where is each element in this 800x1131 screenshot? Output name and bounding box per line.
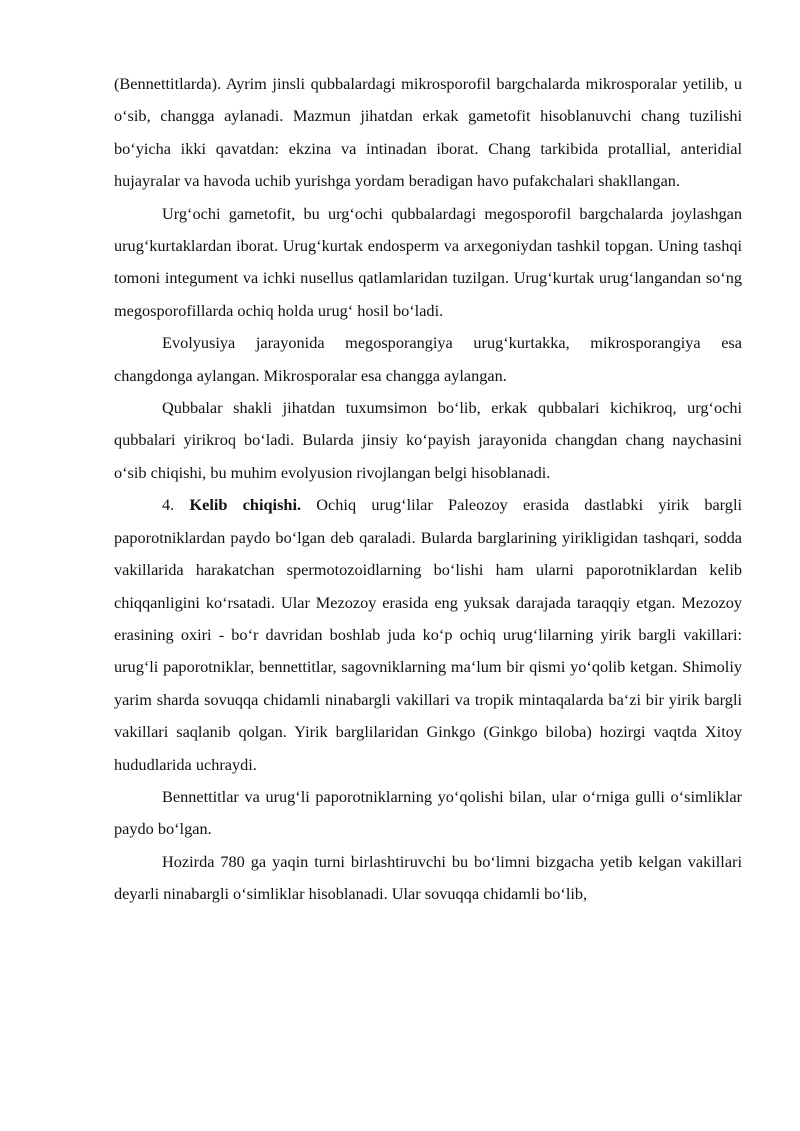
paragraph-current-species: Hozirda 780 ga yaqin turni birlashtiruvchi bu bo‘limni bizgacha yetib kelgan vakillari deyarli ninabargli o‘simliklar hisoblanadi. Ular sovuqqa chidamli bo‘lib,	[114, 851, 742, 904]
paragraph-origin: 4. Kelib chiqishi. Ochiq urug‘lilar Paleozoy erasida dastlabki yirik bargli paporotniklardan paydo bo‘lgan deb qaraladi. Bularda barglarining yirikligidan tashqari, sodda vakillarida harakatchan spermotozoidlarning bo‘lishi ham ularni paporotniklardan kelib chiqqanligini ko‘rsatadi. Ular Mezozoy erasida eng yuksak darajada taraqqiy etgan. Mezozoy erasining oxiri - bo‘r davridan boshlab juda ko‘p ochiq urug‘lilarning yirik bargli vakillari: urug‘li paporotniklar, bennettitlar, sagovniklarning ma‘lum bir qismi yo‘qolib ketgan. Shimoliy yarim sharda sovuqqa chidamli ninabargli vakillari va tropik mintaqalarda ba‘zi bir yirik bargli vakillari saqlanib qolgan. Yirik barglilaridan Ginkgo (Ginkgo biloba) hozirgi vaqtda Xitoy hududlarida uchraydi.	[114, 495, 742, 774]
section-number: 4.	[162, 495, 190, 515]
paragraph-bennettitlarda: (Bennettitlarda). Ayrim jinsli qubbalardagi mikrosporofil bargchalarda mikrosporalar yetilib, u o‘sib, changga aylanadi. Mazmun jihatdan erkak gametofit hisoblanuvchi chang tuzilishi bo‘yicha ikki qavatdan: ekzina va intinadan iborat. Chang tarkibida protallial, anteridial hujayralar va havoda uchib yurishga yordam beradigan havo pufakchalari shakllangan.	[114, 74, 742, 191]
document-body	[114, 68, 742, 911]
paragraph-cones: Qubbalar shakli jihatdan tuxumsimon bo‘lib, erkak qubbalari kichikroq, urg‘ochi qubbalari yirikroq bo‘ladi. Bularda jinsiy ko‘payish jarayonida changdan chang naychasini o‘sib chiqishi, bu muhim evolyusion rivojlangan belgi hisoblanadi.	[114, 398, 742, 482]
section-heading: Kelib chiqishi.	[189, 495, 302, 515]
paragraph-evolution: Evolyusiya jarayonida megosporangiya urug‘kurtakka, mikrosporangiya esa changdonga aylangan. Mikrosporalar esa changga aylangan.	[114, 333, 742, 385]
paragraph-flowering-plants: Bennettitlar va urug‘li paporotniklarning yo‘qolishi bilan, ular o‘rniga gulli o‘simliklar paydo bo‘lgan.	[114, 786, 742, 839]
paragraph-female-gametophyte: Urg‘ochi gametofit, bu urg‘ochi qubbalardagi megosporofil bargchalarda joylashgan urug‘kurtaklardan iborat. Urug‘kurtak endosperm va arxegoniydan tashkil topgan. Uning tashqi tomoni integument va ichki nusellus qatlamlaridan tuzilgan. Urug‘kurtak urug‘langandan so‘ng megosporofillarda ochiq holda urug‘ hosil bo‘ladi.	[114, 203, 742, 320]
